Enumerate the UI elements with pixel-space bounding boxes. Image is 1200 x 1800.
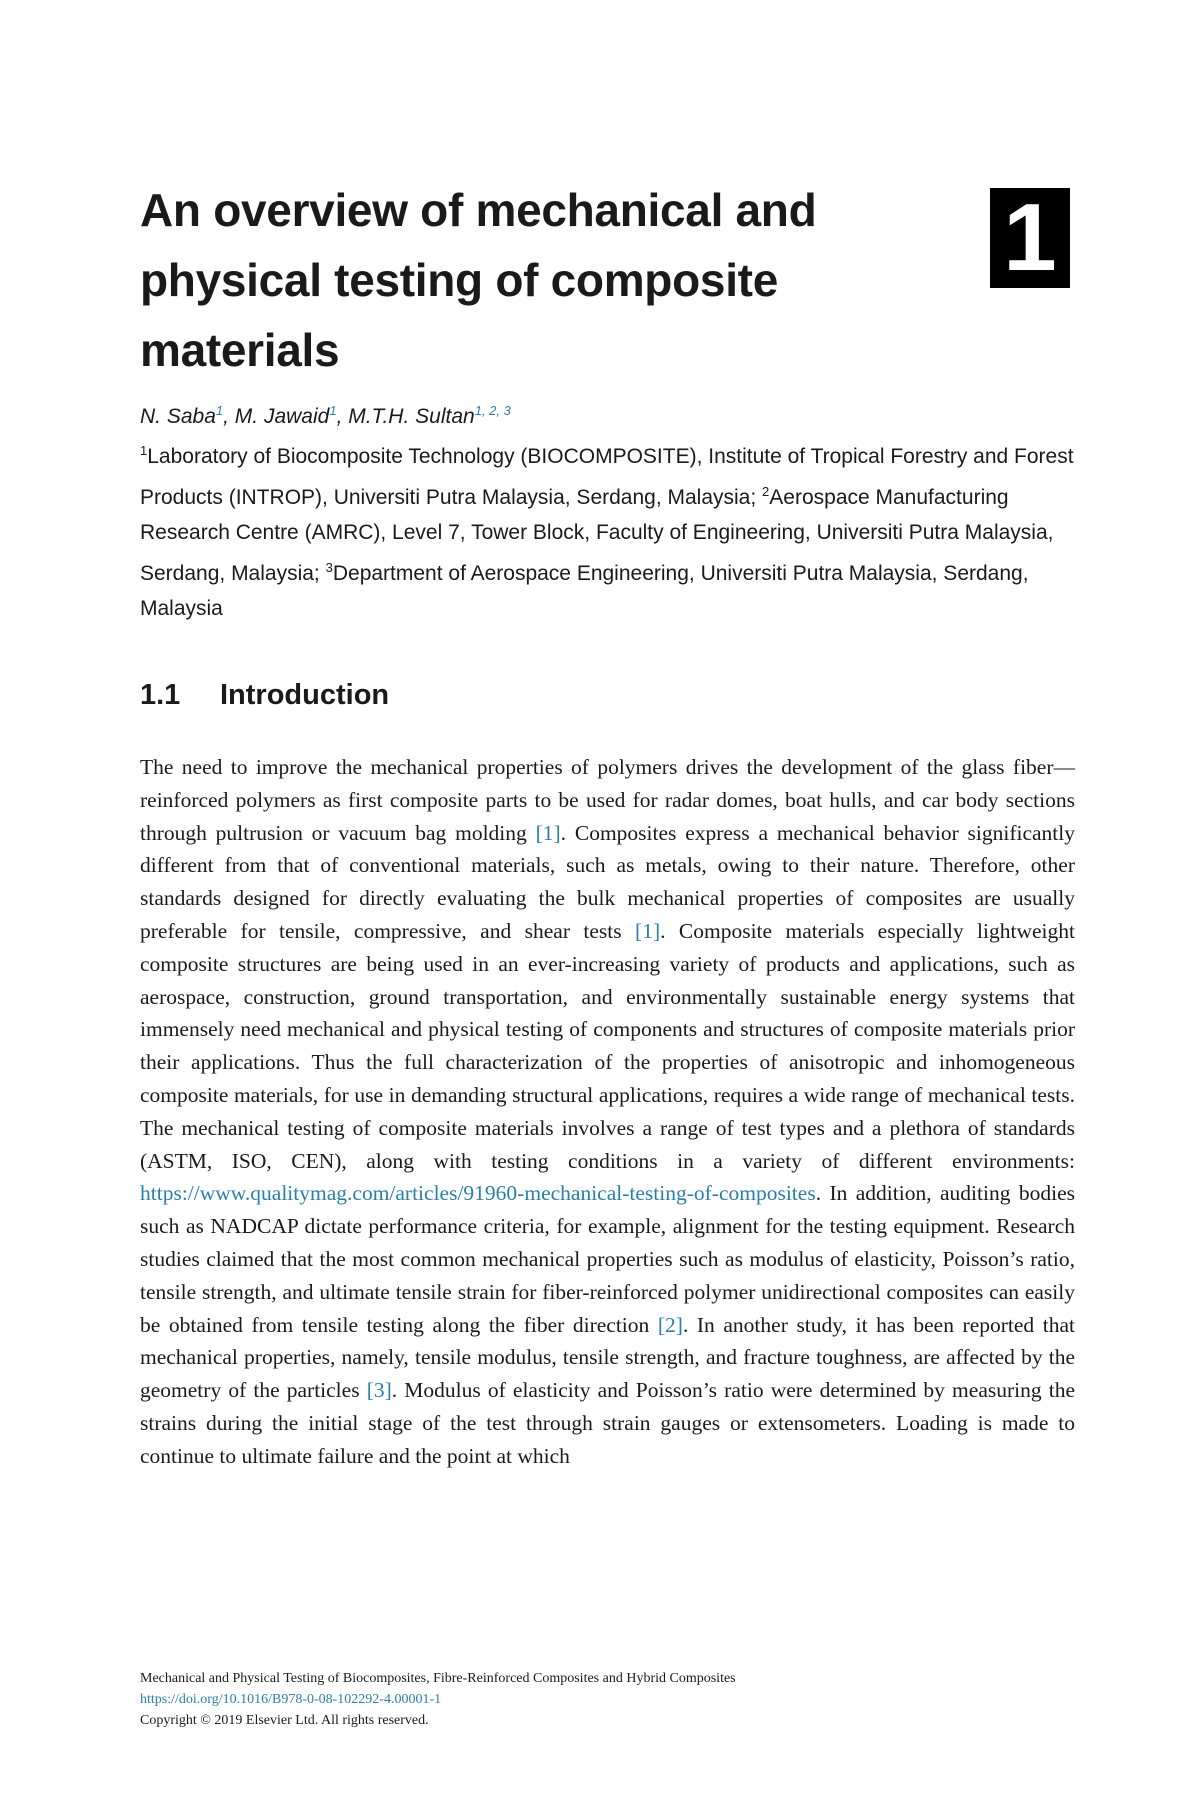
author-separator: , xyxy=(223,405,235,428)
author-name[interactable]: M.T.H. Sultan xyxy=(348,405,475,428)
citation-link[interactable]: [2] xyxy=(657,1312,683,1337)
citation-link[interactable]: [3] xyxy=(366,1378,392,1403)
author[interactable] xyxy=(348,405,511,428)
affiliation-text: Laboratory of Biocomposite Technology (BIOCOMPOSITE), Institute of Tropical Forestry and Forest Products (INTROP), Universiti Putra Malaysia, Serdang, Malaysia; xyxy=(140,445,1074,509)
affiliation-text: Department of Aerospace Engineering, Universiti Putra Malaysia, Serdang, Malaysia xyxy=(140,562,1029,620)
section-heading xyxy=(140,675,1040,715)
author-name[interactable]: M. Jawaid xyxy=(234,405,330,428)
chapter-title: An overview of mechanical and physical testing of composite materials xyxy=(140,184,817,376)
citation-link[interactable]: [1] xyxy=(635,918,661,943)
body-text-segment: . Composite materials especially lightweight composite structures are being used in an ever-increasing variety of products and applications, such as aerospace, construction, ground transportation, and environmentally sustainable energy systems that immensely need mechanical and physical testing of components and structures of composite materials prior their applications. Thus the full characterization of the properties of anisotropic and inhomogeneous composite materials, for use in demanding structural applications, requires a wide range of mechanical tests. The mechanical testing of composite materials involves a range of test types and a plethora of standards (ASTM, ISO, CEN), along with testing conditions in a variety of different environments: xyxy=(140,918,1075,1173)
body-paragraph xyxy=(140,751,1075,1473)
affiliation-marker: 2 xyxy=(762,484,770,499)
section-number: 1.1 xyxy=(140,679,181,711)
body-text-segment: . Composites express a mechanical behavior significantly different from that of conventional materials, such as metals, owing to their nature. Therefore, other standards designed for directly evaluating the bulk mechanical properties of composites are usually preferable for tensile, compressive, and shear tests xyxy=(140,820,1076,943)
chapter-number-badge: 1 xyxy=(990,188,1070,288)
author[interactable] xyxy=(140,405,223,428)
affiliation-marker: 1 xyxy=(140,443,148,458)
author-list xyxy=(140,396,1070,432)
body-text-segment: The need to improve the mechanical properties of polymers drives the development of the glass fiber—reinforced polymers as first composite parts to be used for radar domes, boat hulls, and car body sections through pultrusion or vacuum bag molding xyxy=(140,755,1075,845)
body-text-segment: . Modulus of elasticity and Poisson’s ratio were determined by measuring the strains during the initial stage of the test through strain gauges or extensometers. Loading is made to continue to ultimate failure and the point at which xyxy=(140,1378,1076,1468)
body-text-segment: . In addition, auditing bodies such as NADCAP dictate performance criteria, for example, alignment for the testing equipment. Research studies claimed that the most common mechanical properties such as modulus of elasticity, Poisson’s ratio, tensile strength, and ultimate tensile strain for fiber-reinforced polymer unidirectional composites can easily be obtained from tensile testing along the fiber direction xyxy=(140,1181,1075,1337)
affiliation-marker: 3 xyxy=(325,560,333,575)
doi-link[interactable]: https://doi.org/10.1016/B978-0-08-102292-4.00001-1 xyxy=(140,1692,442,1707)
author-affil-sup[interactable]: 1 xyxy=(215,403,224,418)
author[interactable] xyxy=(235,405,337,428)
section-title: Introduction xyxy=(220,679,390,711)
page-footer xyxy=(140,1668,1075,1731)
body-text-segment: . In another study, it has been reported that mechanical properties, namely, tensile modulus, tensile strength, and fracture toughness, are affected by the geometry of the particles xyxy=(140,1312,1075,1403)
author-affil-sup[interactable]: 1, 2, 3 xyxy=(474,403,511,418)
affiliations xyxy=(140,433,1075,626)
author-separator: , xyxy=(336,405,349,428)
url-link[interactable]: https://www.qualitymag.com/articles/91960-mechanical-testing-of-composites xyxy=(140,1181,816,1206)
author-affil-sup[interactable]: 1 xyxy=(329,403,337,418)
copyright-notice: Copyright © 2019 Elsevier Ltd. All rights reserved. xyxy=(140,1713,429,1728)
book-title: Mechanical and Physical Testing of Biocomposites, Fibre-Reinforced Composites and Hybrid Composites xyxy=(140,1671,736,1686)
author-name[interactable]: N. Saba xyxy=(140,405,216,428)
affiliation-text: Aerospace Manufacturing Research Centre (AMRC), Level 7, Tower Block, Faculty of Engineering, Universiti Putra Malaysia, Serdang, Malaysia; xyxy=(140,486,1054,585)
citation-link[interactable]: [1] xyxy=(535,820,561,845)
